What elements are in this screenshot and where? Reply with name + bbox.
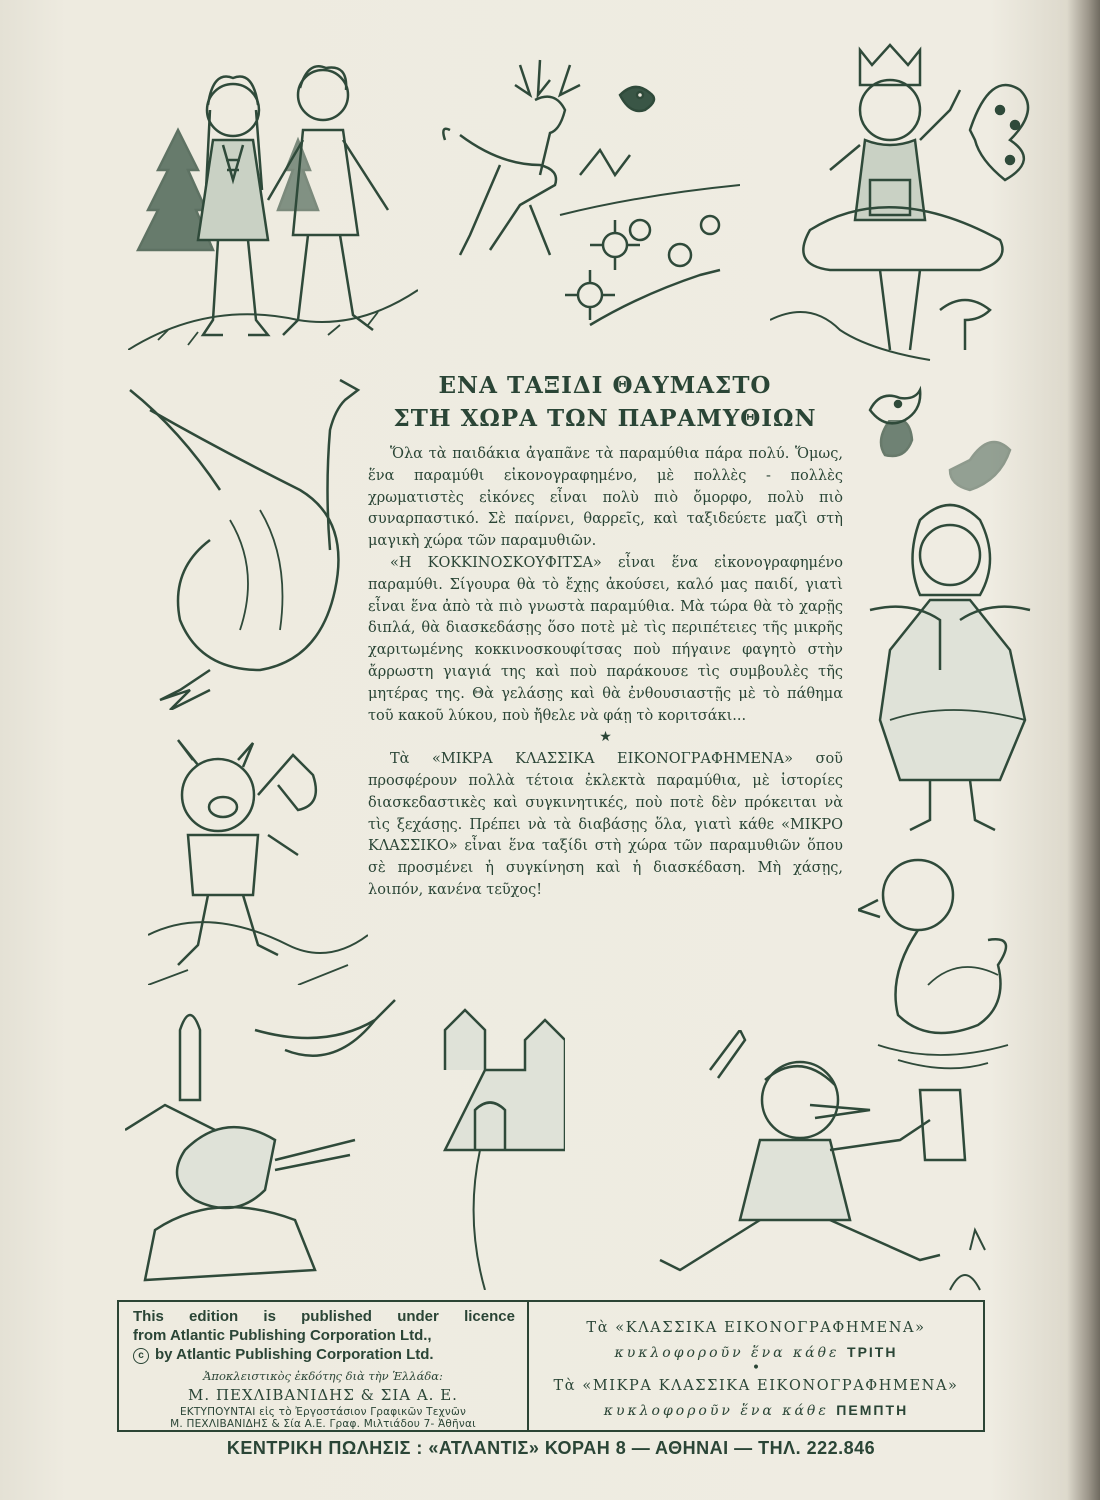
schedule-panel (529, 1302, 983, 1430)
pinocchio-illustration (620, 1030, 1030, 1300)
king-on-mushroom-illustration (770, 30, 1070, 380)
series-2-title: Τὰ «ΜΙΚΡΑ ΚΛΑΣΣΙΚΑ ΕΙΚΟΝΟΓΡΑΦΗΜΕΝΑ» (553, 1378, 959, 1394)
pied-piper-and-castle-illustration (125, 990, 565, 1290)
article-paragraph-2: «Η ΚΟΚΚΙΝΟΣΚΟΥΦΙΤΣΑ» εἶναι ἕνα εἰκονογραφημένο παραμύθι. Σίγουρα θὰ τὸ ἔχῃς ἀκούσει, καλό μας παιδί, γιατὶ εἶναι ἕνα ἀπὸ τὰ πιὸ γνωστὰ παραμύθια. Μὰ τώρα θὰ τὸ χαρῇς διπλά, θὰ διασκεδάσῃς ὅσο ποτὲ μὲ τὶς περιπέτειες τῆς μικρῆς χαριτωμένης κοκκινοσκουφίτσας ποὺ πήγαινε φαγητὸ στὴν ἄρρωστη γιαγιά της καὶ ποὺ παράκουσε τὶς συμβουλὲς τῆς μητέρας της. Θὰ γελάσῃς καὶ θὰ ἐνθουσιαστῇς μὲ τὸ πάθημα τοῦ κακοῦ λύκου, ποὺ ἤθελε νὰ φάῃ τὸ κοριτσάκι... (368, 554, 843, 724)
license-line-2: from Atlantic Publishing Corporation Ltd., (133, 1327, 432, 1344)
central-sales-line: ΚΕΝΤΡΙΚΗ ΠΩΛΗΣΙΣ : «ΑΤΛΑΝΤΙΣ» ΚΟΡΑΗ 8 — ΑΘΗΝΑΙ — ΤΗΛ. 222.846 (226, 1438, 876, 1458)
bird-illustration (860, 380, 930, 440)
red-riding-hood-illustration (850, 420, 1070, 850)
license-line-1: This edition is published under licence (133, 1308, 515, 1325)
hansel-gretel-illustration (128, 50, 418, 350)
article-title-line-2: ΣΤΗ ΧΩΡΑ ΤΩΝ ΠΑΡΑΜΥΘΙΩΝ (393, 405, 817, 432)
article-body (368, 444, 843, 902)
series-1-title: Τὰ «ΚΛΑΣΣΙΚΑ ΕΙΚΟΝΟΓΡΑΦΗΜΕΝΑ» (586, 1320, 926, 1336)
article-title-line-1: ΕΝΑ ΤΑΞΙΔΙ ΘΑΥΜΑΣΤΟ (438, 372, 772, 399)
swan-illustration (120, 370, 380, 710)
publisher-info-box (117, 1300, 985, 1432)
printing-line-2: Μ. ΠΕΧΛΙΒΑΝΙΔΗΣ & Σία Α.Ε. Γραφ. Μιλτιάδου 7- Ἀθῆναι (170, 1418, 476, 1430)
license-text (133, 1307, 515, 1364)
printing-line-1: ΕΚΤΥΠΟΥΝΤΑΙ εἰς τὸ Ἐργοστάσιον Γραφικῶν Τεχνῶν (179, 1406, 467, 1418)
article-paragraph-3: Τὰ «ΜΙΚΡΑ ΚΛΑΣΣΙΚΑ ΕΙΚΟΝΟΓΡΑΦΗΜΕΝΑ» σοῦ προσφέρουν πολλὰ τέτοια ἐκλεκτὰ παραμύθια, μὲ ἱστορίες διασκεδαστικὲς καὶ συγκινητικές, ποὺ ποτὲ δὲν πρόκειται νὰ τὶς ξεχάσῃς. Πρέπει νὰ τὰ διαβάσῃς ὅλα, γιατὶ κάθε «ΜΙΚΡΟ ΚΛΑΣΣΙΚΟ» εἶναι ἕνα ταξίδι στὴ χώρα τῶν παραμυθιῶν ὅπου σὲ προσμένει ἡ συγκίνηση καὶ ἡ διασκέδαση. Μὴ χάσῃς, λοιπόν, κανένα τεῦχος! (368, 751, 843, 898)
series-2-schedule: κυκλοφοροῦν ἕνα κάθε ΠΕΜΠΤΗ (603, 1402, 909, 1419)
publisher-name: Μ. ΠΕΧΛΙΒΑΝΙΔΗΣ & ΣΙΑ Α. Ε. (188, 1386, 458, 1404)
deer-illustration (440, 55, 740, 335)
exclusive-publisher-label: Ἀποκλειστικὸς ἐκδότης διὰ τὴν Ἑλλάδα: (203, 1369, 443, 1383)
license-line-3: c by Atlantic Publishing Corporation Ltd. (133, 1345, 515, 1364)
schedule-dot: • (751, 1360, 761, 1376)
copyright-icon: c (133, 1348, 149, 1364)
license-panel (119, 1302, 527, 1430)
star-separator: ★ (599, 729, 612, 746)
article-paragraph-1: Ὅλα τὰ παιδάκια ἀγαπᾶνε τὰ παραμύθια πάρα πολύ. Ὅμως, ἕνα παραμύθι εἰκονογραφημένο, μὲ πολλὲς - πολλὲς χρωματιστὲς εἰκόνες εἶναι πολὺ πιὸ ὄμορφο, πολὺ πιὸ συναρπαστικό. Σὲ παίρνει, θαρρεῖς, καὶ ταξιδεύετε μαζὶ στὴ μαγικὴ χώρα τῶν παραμυθιῶν. (368, 446, 843, 550)
pig-illustration (148, 735, 368, 985)
series-1-schedule: κυκλοφοροῦν ἕνα κάθε ΤΡΙΤΗ (614, 1344, 898, 1361)
